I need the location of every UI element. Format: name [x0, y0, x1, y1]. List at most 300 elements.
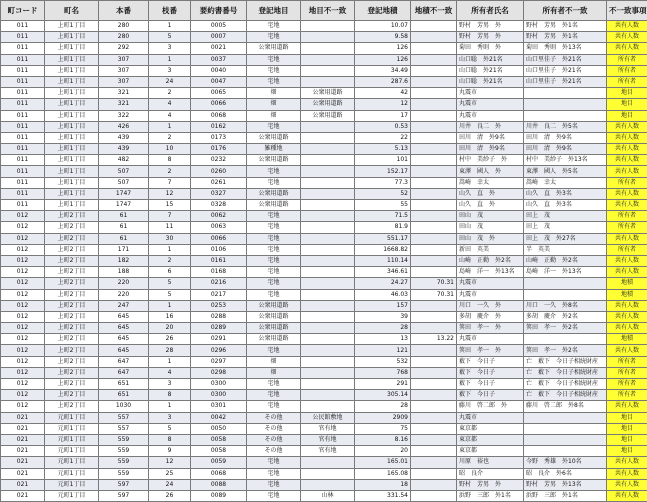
branch-number-cell: 28	[149, 345, 191, 356]
branch-number-cell: 4	[149, 99, 191, 110]
main-number-cell: 247	[99, 300, 149, 311]
branch-number-cell: 12	[149, 188, 191, 199]
town-name-cell: 上町2丁目	[45, 289, 99, 300]
area-mismatch-cell	[411, 267, 457, 278]
table-row	[1, 222, 647, 233]
summary-number-cell: 0162	[191, 121, 247, 132]
owner-mismatch-cell	[524, 99, 607, 110]
summary-number-cell: 0005	[191, 21, 247, 32]
owner-name-cell: 村中 美紗子 外	[457, 155, 524, 166]
owner-name-cell: 山崎 正勤 外2名	[457, 255, 524, 266]
branch-number-cell: 30	[149, 233, 191, 244]
town-code-cell: 011	[1, 21, 45, 32]
table-row	[1, 244, 647, 255]
main-number-cell: 182	[99, 255, 149, 266]
category-mismatch-cell	[301, 211, 355, 222]
town-name-cell: 元町1丁目	[45, 446, 99, 457]
summary-number-cell: 0173	[191, 132, 247, 143]
area-mismatch-cell	[411, 121, 457, 132]
town-name-cell: 上町2丁目	[45, 255, 99, 266]
summary-number-cell: 0261	[191, 177, 247, 188]
table-row	[1, 188, 647, 199]
registered-category-cell: 宅地	[247, 166, 301, 177]
mismatch-item-cell: 所有者	[607, 390, 647, 401]
town-name-cell: 上町2丁目	[45, 233, 99, 244]
owner-mismatch-cell: 田上 茂	[524, 211, 607, 222]
main-number-cell: 1747	[99, 188, 149, 199]
table-row	[1, 356, 647, 367]
branch-number-cell: 10	[149, 144, 191, 155]
town-code-cell: 011	[1, 166, 45, 177]
owner-name-cell: 田山 茂 外	[457, 233, 524, 244]
table-row	[1, 65, 647, 76]
category-mismatch-cell	[301, 144, 355, 155]
branch-number-cell: 5	[149, 423, 191, 434]
main-number-cell: 559	[99, 434, 149, 445]
registered-area-cell: 126	[355, 43, 411, 54]
mismatch-item-cell: 共有人数	[607, 21, 647, 32]
registered-area-cell: 165.01	[355, 457, 411, 468]
town-code-cell: 012	[1, 233, 45, 244]
table-row	[1, 99, 647, 110]
registered-category-cell: 宅地	[247, 177, 301, 188]
mismatch-item-cell: 共有人数	[607, 323, 647, 334]
category-mismatch-cell	[301, 65, 355, 76]
category-mismatch-cell	[301, 311, 355, 322]
registered-category-cell: 宅地	[247, 244, 301, 255]
table-row	[1, 490, 647, 501]
town-code-cell: 011	[1, 188, 45, 199]
town-name-cell: 上町1丁目	[45, 65, 99, 76]
registered-area-cell: 9.58	[355, 32, 411, 43]
registered-category-cell: 公衆用道路	[247, 311, 301, 322]
summary-number-cell: 0040	[191, 65, 247, 76]
town-code-cell: 011	[1, 65, 45, 76]
registered-category-cell: その他	[247, 412, 301, 423]
area-mismatch-cell	[411, 132, 457, 143]
table-row	[1, 166, 647, 177]
mismatch-item-cell: 共有人数	[607, 468, 647, 479]
owner-name-cell: 山久 直 外	[457, 188, 524, 199]
table-row	[1, 54, 647, 65]
mismatch-item-cell: 共有人数	[607, 144, 647, 155]
owner-name-cell: 山久 直 外	[457, 200, 524, 211]
town-name-cell: 上町1丁目	[45, 99, 99, 110]
table-row	[1, 255, 647, 266]
mismatch-item-cell: 地積	[607, 334, 647, 345]
town-name-cell: 上町2丁目	[45, 311, 99, 322]
town-code-cell: 012	[1, 211, 45, 222]
area-mismatch-cell	[411, 32, 457, 43]
mismatch-item-cell: 地積	[607, 278, 647, 289]
main-number-cell: 280	[99, 32, 149, 43]
owner-mismatch-cell: 亡 薮下 今日子相続財産	[524, 379, 607, 390]
owner-name-cell: 山口聡 外21名	[457, 65, 524, 76]
table-row	[1, 300, 647, 311]
registered-area-cell: 55	[355, 200, 411, 211]
town-name-cell: 上町2丁目	[45, 267, 99, 278]
registered-category-cell: 宅地	[247, 76, 301, 87]
category-mismatch-cell	[301, 457, 355, 468]
registered-area-cell: 305.14	[355, 390, 411, 401]
mismatch-item-cell: 地目	[607, 423, 647, 434]
area-mismatch-cell	[411, 200, 457, 211]
registered-area-cell: 22	[355, 132, 411, 143]
summary-number-cell: 0296	[191, 345, 247, 356]
area-mismatch-cell	[411, 345, 457, 356]
branch-number-cell: 20	[149, 323, 191, 334]
area-mismatch-cell	[411, 390, 457, 401]
town-name-cell: 上町1丁目	[45, 110, 99, 121]
owner-mismatch-cell: 多胡 慶介 外2名	[524, 311, 607, 322]
summary-number-cell: 0297	[191, 356, 247, 367]
mismatch-item-cell: 所有者	[607, 65, 647, 76]
summary-number-cell: 0301	[191, 401, 247, 412]
summary-number-cell: 0168	[191, 267, 247, 278]
registered-category-cell: 畑	[247, 356, 301, 367]
owner-mismatch-cell: 田上 茂 外27名	[524, 233, 607, 244]
owner-name-cell: 丸震市	[457, 334, 524, 345]
town-code-cell: 011	[1, 88, 45, 99]
owner-mismatch-cell: 山崎 正勤 外2名	[524, 255, 607, 266]
owner-name-cell: 東京都	[457, 434, 524, 445]
category-mismatch-cell	[301, 177, 355, 188]
area-mismatch-cell	[411, 468, 457, 479]
mismatch-item-cell: 所有者	[607, 76, 647, 87]
main-number-cell: 645	[99, 323, 149, 334]
registered-category-cell: 公衆用道路	[247, 200, 301, 211]
table-row	[1, 121, 647, 132]
branch-number-cell: 3	[149, 43, 191, 54]
town-name-cell: 上町1丁目	[45, 88, 99, 99]
town-code-cell: 011	[1, 76, 45, 87]
registered-category-cell: 宅地	[247, 121, 301, 132]
table-row	[1, 468, 647, 479]
table-row	[1, 367, 647, 378]
table-row	[1, 177, 647, 188]
owner-mismatch-cell: 山久 直 外3名	[524, 200, 607, 211]
registered-area-cell: 165.08	[355, 468, 411, 479]
owner-mismatch-cell: 浜野 三郎 外1名	[524, 490, 607, 501]
branch-number-cell: 1	[149, 121, 191, 132]
owner-mismatch-cell: 野村 芳男 外13名	[524, 479, 607, 490]
owner-mismatch-cell: 田上 茂	[524, 222, 607, 233]
header-row	[1, 1, 647, 21]
owner-name-cell: 薮下 今日子	[457, 379, 524, 390]
owner-name-cell: 多胡 慶介 外	[457, 311, 524, 322]
category-mismatch-cell	[301, 323, 355, 334]
registered-category-cell: 宅地	[247, 278, 301, 289]
summary-number-cell: 0007	[191, 32, 247, 43]
registered-category-cell: 公衆用道路	[247, 323, 301, 334]
registered-category-cell: 宅地	[247, 289, 301, 300]
main-number-cell: 597	[99, 490, 149, 501]
table-row	[1, 446, 647, 457]
category-mismatch-cell	[301, 390, 355, 401]
main-number-cell: 321	[99, 99, 149, 110]
owner-name-cell: 田川 清 外9名	[457, 132, 524, 143]
table-row	[1, 479, 647, 490]
table-row	[1, 32, 647, 43]
category-mismatch-cell	[301, 401, 355, 412]
registered-category-cell: 宅地	[247, 457, 301, 468]
town-code-cell: 012	[1, 267, 45, 278]
registered-area-cell: 121	[355, 345, 411, 356]
mismatch-item-cell: 共有人数	[607, 490, 647, 501]
summary-number-cell: 0066	[191, 233, 247, 244]
town-code-cell: 012	[1, 289, 45, 300]
branch-number-cell: 3	[149, 412, 191, 423]
town-code-cell: 021	[1, 423, 45, 434]
table-row	[1, 144, 647, 155]
branch-number-cell: 24	[149, 479, 191, 490]
registered-area-cell: 331.54	[355, 490, 411, 501]
owner-mismatch-cell: 田川 清 外9名	[524, 132, 607, 143]
owner-name-cell: 東澤 國人 外	[457, 166, 524, 177]
summary-number-cell: 0058	[191, 446, 247, 457]
category-mismatch-cell: 官有地	[301, 446, 355, 457]
summary-number-cell: 0068	[191, 110, 247, 121]
town-name-cell: 元町1丁目	[45, 468, 99, 479]
town-code-cell: 012	[1, 390, 45, 401]
owner-mismatch-cell: 山久 直 外3名	[524, 188, 607, 199]
mismatch-item-cell: 地目	[607, 88, 647, 99]
header-registered-category: 登記地目	[247, 1, 301, 21]
branch-number-cell: 15	[149, 200, 191, 211]
branch-number-cell: 6	[149, 267, 191, 278]
town-name-cell: 上町2丁目	[45, 345, 99, 356]
area-mismatch-cell	[411, 401, 457, 412]
town-name-cell: 上町1丁目	[45, 121, 99, 132]
mismatch-item-cell: 共有人数	[607, 300, 647, 311]
mismatch-item-cell: 所有者	[607, 177, 647, 188]
registered-area-cell: 81.9	[355, 222, 411, 233]
registered-area-cell: 8.16	[355, 434, 411, 445]
owner-name-cell: 田山 茂	[457, 222, 524, 233]
town-name-cell: 上町2丁目	[45, 211, 99, 222]
registered-area-cell: 46.03	[355, 289, 411, 300]
registered-area-cell: 10.07	[355, 21, 411, 32]
owner-mismatch-cell: 山口里佳子 外21名	[524, 65, 607, 76]
summary-number-cell: 0253	[191, 300, 247, 311]
main-number-cell: 61	[99, 211, 149, 222]
table-row	[1, 334, 647, 345]
town-name-cell: 上町2丁目	[45, 244, 99, 255]
mismatch-item-cell: 共有人数	[607, 166, 647, 177]
main-number-cell: 482	[99, 155, 149, 166]
mismatch-item-cell: 共有人数	[607, 457, 647, 468]
main-number-cell: 439	[99, 144, 149, 155]
owner-name-cell: 東京都	[457, 423, 524, 434]
category-mismatch-cell: 公衆用道路	[301, 88, 355, 99]
category-mismatch-cell	[301, 356, 355, 367]
main-number-cell: 426	[99, 121, 149, 132]
owner-mismatch-cell: 箕田 孝一 外2名	[524, 323, 607, 334]
area-mismatch-cell	[411, 177, 457, 188]
registered-area-cell: 551.17	[355, 233, 411, 244]
mismatch-item-cell: 共有人数	[607, 43, 647, 54]
summary-number-cell: 0161	[191, 255, 247, 266]
main-number-cell: 645	[99, 311, 149, 322]
branch-number-cell: 12	[149, 457, 191, 468]
owner-name-cell: 箕田 孝一 外	[457, 345, 524, 356]
branch-number-cell: 8	[149, 390, 191, 401]
registered-area-cell: 287.6	[355, 76, 411, 87]
table-row	[1, 390, 647, 401]
owner-name-cell: 東京都	[457, 446, 524, 457]
branch-number-cell: 24	[149, 76, 191, 87]
owner-mismatch-cell: 菊田 秀則 外13名	[524, 43, 607, 54]
area-mismatch-cell: 13.22	[411, 334, 457, 345]
main-number-cell: 557	[99, 412, 149, 423]
owner-name-cell: 島崎 洋一 外13名	[457, 267, 524, 278]
main-number-cell: 559	[99, 446, 149, 457]
summary-number-cell: 0058	[191, 434, 247, 445]
registered-category-cell: 宅地	[247, 222, 301, 233]
branch-number-cell: 2	[149, 132, 191, 143]
owner-name-cell: 薮下 今日子	[457, 390, 524, 401]
area-mismatch-cell	[411, 88, 457, 99]
mismatch-item-cell: 所有者	[607, 379, 647, 390]
branch-number-cell: 2	[149, 166, 191, 177]
category-mismatch-cell	[301, 54, 355, 65]
category-mismatch-cell: 公衆用道路	[301, 110, 355, 121]
table-row	[1, 21, 647, 32]
owner-mismatch-cell: 亡 薮下 今日子相続財産	[524, 390, 607, 401]
owner-name-cell: 丸震市	[457, 412, 524, 423]
summary-number-cell: 0050	[191, 423, 247, 434]
summary-number-cell: 0298	[191, 367, 247, 378]
town-name-cell: 元町1丁目	[45, 479, 99, 490]
branch-number-cell: 8	[149, 155, 191, 166]
town-name-cell: 上町1丁目	[45, 132, 99, 143]
table-row	[1, 88, 647, 99]
branch-number-cell: 9	[149, 446, 191, 457]
registered-area-cell: 77.3	[355, 177, 411, 188]
area-mismatch-cell	[411, 311, 457, 322]
category-mismatch-cell	[301, 267, 355, 278]
branch-number-cell: 1	[149, 21, 191, 32]
mismatch-item-cell: 共有人数	[607, 311, 647, 322]
category-mismatch-cell	[301, 244, 355, 255]
table-row	[1, 289, 647, 300]
mismatch-item-cell: 共有人数	[607, 401, 647, 412]
area-mismatch-cell	[411, 367, 457, 378]
town-code-cell: 011	[1, 177, 45, 188]
owner-name-cell: 野村 芳男 外	[457, 479, 524, 490]
main-number-cell: 61	[99, 222, 149, 233]
main-number-cell: 322	[99, 110, 149, 121]
summary-number-cell: 0327	[191, 188, 247, 199]
area-mismatch-cell	[411, 110, 457, 121]
town-code-cell: 012	[1, 255, 45, 266]
main-number-cell: 597	[99, 479, 149, 490]
town-code-cell: 011	[1, 54, 45, 65]
town-code-cell: 011	[1, 132, 45, 143]
category-mismatch-cell	[301, 166, 355, 177]
town-code-cell: 011	[1, 43, 45, 54]
area-mismatch-cell	[411, 211, 457, 222]
branch-number-cell: 1	[149, 356, 191, 367]
table-row	[1, 345, 647, 356]
town-code-cell: 011	[1, 144, 45, 155]
area-mismatch-cell	[411, 99, 457, 110]
town-code-cell: 021	[1, 434, 45, 445]
area-mismatch-cell	[411, 188, 457, 199]
town-name-cell: 上町2丁目	[45, 401, 99, 412]
area-mismatch-cell	[411, 300, 457, 311]
owner-mismatch-cell: 亡 薮下 今日子相続財産	[524, 356, 607, 367]
summary-number-cell: 0106	[191, 244, 247, 255]
table-row	[1, 200, 647, 211]
area-mismatch-cell	[411, 255, 457, 266]
registered-area-cell: 24.27	[355, 278, 411, 289]
owner-mismatch-cell	[524, 412, 607, 423]
mismatch-item-cell: 共有人数	[607, 155, 647, 166]
branch-number-cell: 25	[149, 468, 191, 479]
main-number-cell: 559	[99, 457, 149, 468]
table-row	[1, 211, 647, 222]
registered-category-cell: 畑	[247, 367, 301, 378]
table-row	[1, 76, 647, 87]
main-number-cell: 651	[99, 390, 149, 401]
category-mismatch-cell: 公民館敷地	[301, 412, 355, 423]
registered-category-cell: 宅地	[247, 65, 301, 76]
summary-number-cell: 0232	[191, 155, 247, 166]
registered-area-cell: 110.14	[355, 255, 411, 266]
category-mismatch-cell: 官有地	[301, 423, 355, 434]
registered-category-cell: 畑	[247, 88, 301, 99]
summary-number-cell: 0063	[191, 222, 247, 233]
town-code-cell: 012	[1, 345, 45, 356]
owner-mismatch-cell	[524, 334, 607, 345]
town-name-cell: 上町1丁目	[45, 54, 99, 65]
summary-number-cell: 0059	[191, 457, 247, 468]
registered-area-cell: 101	[355, 155, 411, 166]
registered-category-cell: 公衆用道路	[247, 188, 301, 199]
main-number-cell: 559	[99, 468, 149, 479]
main-number-cell: 439	[99, 132, 149, 143]
summary-number-cell: 0176	[191, 144, 247, 155]
summary-number-cell: 0289	[191, 323, 247, 334]
summary-number-cell: 0065	[191, 88, 247, 99]
owner-mismatch-cell: 川口 一久 外8名	[524, 300, 607, 311]
category-mismatch-cell	[301, 289, 355, 300]
main-number-cell: 307	[99, 65, 149, 76]
registered-category-cell: 公衆用道路	[247, 300, 301, 311]
table-row	[1, 233, 647, 244]
area-mismatch-cell: 70.31	[411, 289, 457, 300]
owner-mismatch-cell	[524, 278, 607, 289]
owner-mismatch-cell: 箕田 孝一 外2名	[524, 345, 607, 356]
category-mismatch-cell	[301, 334, 355, 345]
town-code-cell: 021	[1, 457, 45, 468]
registered-area-cell: 2909	[355, 412, 411, 423]
category-mismatch-cell	[301, 278, 355, 289]
branch-number-cell: 7	[149, 211, 191, 222]
owner-mismatch-cell: 島崎 洋一 外13名	[524, 267, 607, 278]
summary-number-cell: 0037	[191, 54, 247, 65]
owner-mismatch-cell: 昭 良介 外6名	[524, 468, 607, 479]
mismatch-item-cell: 地目	[607, 446, 647, 457]
registered-category-cell: 公衆用道路	[247, 334, 301, 345]
town-code-cell: 011	[1, 121, 45, 132]
registered-area-cell: 0.53	[355, 121, 411, 132]
registered-area-cell: 152.17	[355, 166, 411, 177]
summary-number-cell: 0288	[191, 311, 247, 322]
branch-number-cell: 1	[149, 401, 191, 412]
main-number-cell: 1030	[99, 401, 149, 412]
